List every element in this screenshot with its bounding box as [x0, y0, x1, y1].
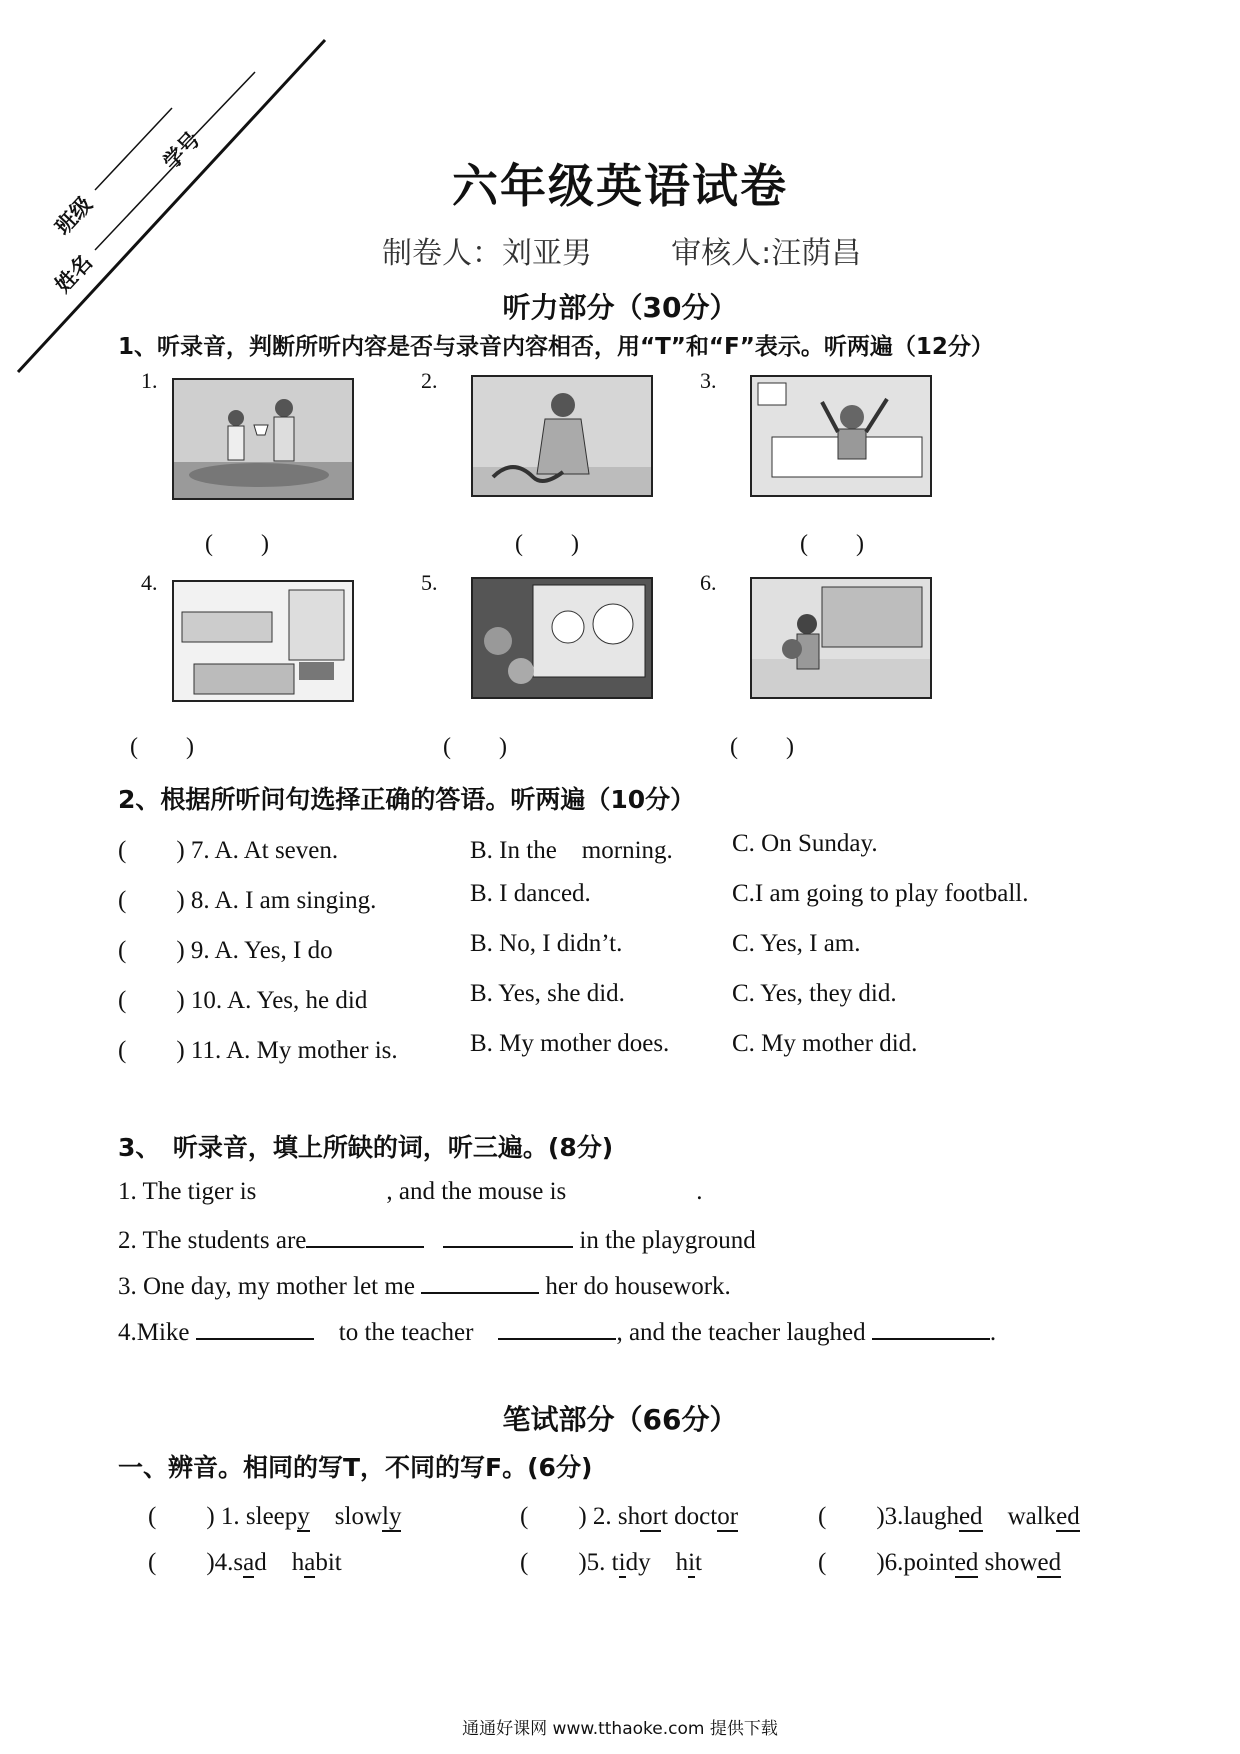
answer-paren[interactable]: ( ) — [148, 1549, 215, 1576]
q2-item-10-b: B. Yes, she did. — [470, 980, 625, 1007]
phonics-item-2: ( ) 2. short doctor — [520, 1503, 739, 1530]
phonics-item-5: ( )5. tidy hit — [520, 1549, 702, 1576]
phonics-item-4: ( )4.sad habit — [148, 1549, 342, 1576]
picture-tv-pigs — [471, 577, 653, 699]
q3-heading: 3、 听录音，填上所缺的词，听三遍。(8分) — [118, 1133, 614, 1162]
footer-credit: 通通好课网 www.tthaoke.com 提供下载 — [462, 1719, 778, 1739]
student-number-label: 学号 — [158, 127, 205, 175]
q3-line-3: 3. One day, my mother let me her do housework. — [118, 1270, 731, 1301]
writing-q1-heading: 一、辨音。相同的写T，不同的写F。(6分) — [118, 1453, 593, 1482]
q2-item-9-a: ( ) 9. A. Yes, I do — [118, 937, 333, 964]
listening-heading: 听力部分（30分） — [502, 291, 738, 324]
name-label: 姓名 — [50, 250, 97, 298]
pic-number-5: 5. — [421, 570, 438, 595]
q2-item-9-c: C. Yes, I am. — [732, 930, 861, 957]
blank-field[interactable] — [443, 1224, 573, 1248]
blank-field[interactable] — [872, 1316, 990, 1340]
blank-field[interactable] — [421, 1270, 539, 1294]
pic-number-2: 2. — [421, 368, 438, 393]
blank-field[interactable] — [196, 1316, 314, 1340]
picture-wake-up — [750, 375, 932, 497]
q3-line-4: 4.Mike to the teacher , and the teacher laughed . — [118, 1316, 996, 1347]
q2-heading: 2、根据所听问句选择正确的答语。听两遍（10分） — [118, 785, 696, 814]
picture-school-walk — [750, 577, 932, 699]
blank-field[interactable] — [306, 1224, 424, 1248]
q2-item-7-c: C. On Sunday. — [732, 830, 878, 857]
answer-paren[interactable]: ( ) — [520, 1549, 587, 1576]
pic-number-3: 3. — [700, 368, 717, 393]
writing-heading: 笔试部分（66分） — [502, 1403, 738, 1436]
answer-paren-5[interactable]: ( ) — [443, 734, 507, 760]
phonics-item-6: ( )6.pointed showed — [818, 1549, 1062, 1576]
blank-field[interactable] — [498, 1316, 616, 1340]
answer-paren-1[interactable]: ( ) — [205, 531, 269, 557]
bedroom-illustration — [174, 582, 352, 700]
q2-item-11-a: ( ) 11. A. My mother is. — [118, 1037, 398, 1064]
answer-paren-3[interactable]: ( ) — [800, 531, 864, 557]
q3-line-1: 1. The tiger is , and the mouse is . — [118, 1178, 703, 1205]
class-label: 班级 — [50, 192, 97, 240]
reviewer: 审核人:汪荫昌 — [671, 236, 862, 271]
school-illustration — [752, 579, 930, 697]
q2-item-9-b: B. No, I didn’t. — [470, 930, 623, 957]
q3-line-2: 2. The students are in the playground — [118, 1224, 756, 1255]
q2-item-7-b: B. In the morning. — [470, 837, 673, 864]
q1-heading: 1、听录音，判断所听内容是否与录音内容相否，用“T”和“F”表示。听两遍（12分） — [118, 334, 994, 360]
q2-item-10-a: ( ) 10. A. Yes, he did — [118, 987, 368, 1014]
picture-snake-woman — [471, 375, 653, 497]
q2-item-8-b: B. I danced. — [470, 880, 591, 907]
answer-paren[interactable]: ( ) — [148, 1503, 215, 1530]
q2-item-10-c: C. Yes, they did. — [732, 980, 897, 1007]
q2-item-8-c: C.I am going to play football. — [732, 880, 1029, 907]
phonics-item-3: ( )3.laughed walked — [818, 1503, 1080, 1530]
snake-illustration — [473, 377, 651, 495]
picture-bedroom — [172, 580, 354, 702]
page-title: 六年级英语试卷 — [452, 159, 788, 213]
pic-number-6: 6. — [700, 570, 717, 595]
award-illustration — [174, 380, 352, 498]
pic-number-1: 1. — [141, 368, 158, 393]
answer-paren[interactable]: ( ) — [520, 1503, 587, 1530]
wake-up-illustration — [752, 377, 930, 495]
answer-paren-2[interactable]: ( ) — [515, 531, 579, 557]
q2-item-7-a: ( ) 7. A. At seven. — [118, 837, 339, 864]
q2-item-11-b: B. My mother does. — [470, 1030, 670, 1057]
pic-number-4: 4. — [141, 570, 158, 595]
answer-paren-4[interactable]: ( ) — [130, 734, 194, 760]
picture-award — [172, 378, 354, 500]
answer-paren[interactable]: ( ) — [818, 1503, 885, 1530]
q2-item-11-c: C. My mother did. — [732, 1030, 918, 1057]
phonics-item-1: ( ) 1. sleepy slowly — [148, 1503, 402, 1530]
q2-item-8-a: ( ) 8. A. I am singing. — [118, 887, 377, 914]
maker: 制卷人：刘亚男 — [382, 236, 592, 271]
authors-line — [382, 228, 861, 272]
answer-paren[interactable]: ( ) — [818, 1549, 885, 1576]
tv-illustration — [473, 579, 651, 697]
answer-paren-6[interactable]: ( ) — [730, 734, 794, 760]
